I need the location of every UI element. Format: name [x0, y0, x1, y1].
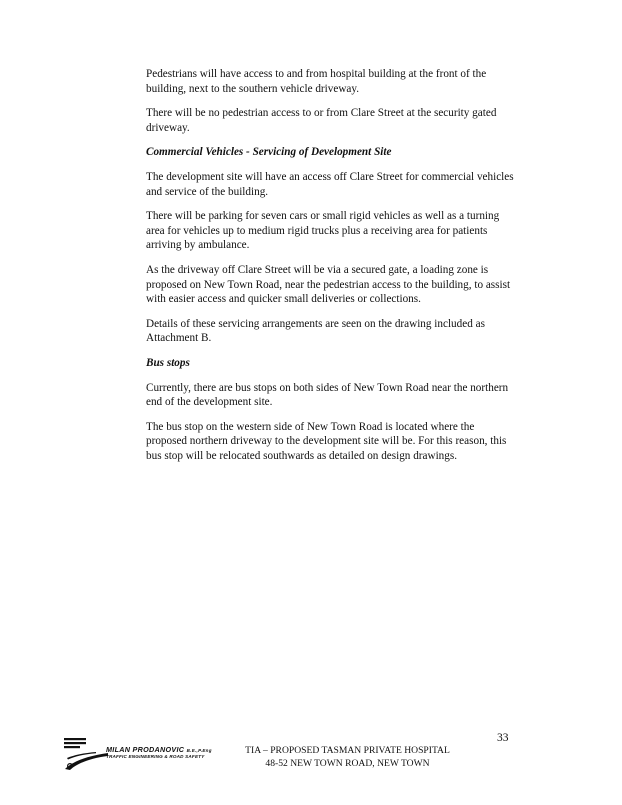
paragraph-parking: There will be parking for seven cars or small rigid vehicles as well as a turning area for vehicles up to medium rigid trucks plus a receiving area for patients arriving by ambulance. — [146, 210, 500, 252]
heading-commercial-vehicles: Commercial Vehicles - Servicing of Development Site — [146, 146, 392, 159]
paragraph-service-access: The development site will have an access off Clare Street for commercial vehicles and service of the building. — [146, 170, 514, 198]
footer-address: 48-52 NEW TOWN ROAD, NEW TOWN — [265, 757, 430, 769]
paragraph-bus-stop-relocation: The bus stop on the western side of New Town Road is located where the proposed northern driveway to the development site will be. For this reason, this bus stop will be relocated southwards as detailed on design drawings. — [146, 420, 507, 462]
heading-bus-stops: Bus stops — [146, 356, 190, 369]
footer-title: TIA – PROPOSED TASMAN PRIVATE HOSPITAL — [245, 745, 450, 756]
paragraph-pedestrian-access: Pedestrians will have access to and from hospital building at the front of the building, next to the southern vehicle driveway. — [146, 68, 487, 95]
page-number: 33 — [497, 732, 509, 744]
paragraph-clare-street-access: There will be no pedestrian access to or from Clare Street at the security gated driveway. — [146, 107, 497, 134]
logo-text — [106, 745, 212, 759]
road-perspective-logo-icon — [62, 736, 110, 772]
logo-tagline: TRAFFIC ENGINEERING & ROAD SAFETY — [106, 754, 205, 759]
logo-name: MILAN PRODANOVIC — [106, 745, 185, 754]
company-logo — [62, 736, 222, 772]
page-footer — [225, 745, 470, 770]
logo-qualification: B.E.,P.Eng — [186, 748, 212, 753]
paragraph-current-bus-stops: Currently, there are bus stops on both sides of New Town Road near the northern end of the development site. — [146, 381, 509, 409]
paragraph-loading-zone: As the driveway off Clare Street will be via a secured gate, a loading zone is proposed on New Town Road, near the pedestrian access to the building, to assist with easier access and quicker small deliveries or collections. — [146, 263, 511, 306]
page-body — [146, 67, 518, 473]
paragraph-attachment-reference: Details of these servicing arrangements are seen on the drawing included as Attachment B. — [146, 317, 485, 345]
